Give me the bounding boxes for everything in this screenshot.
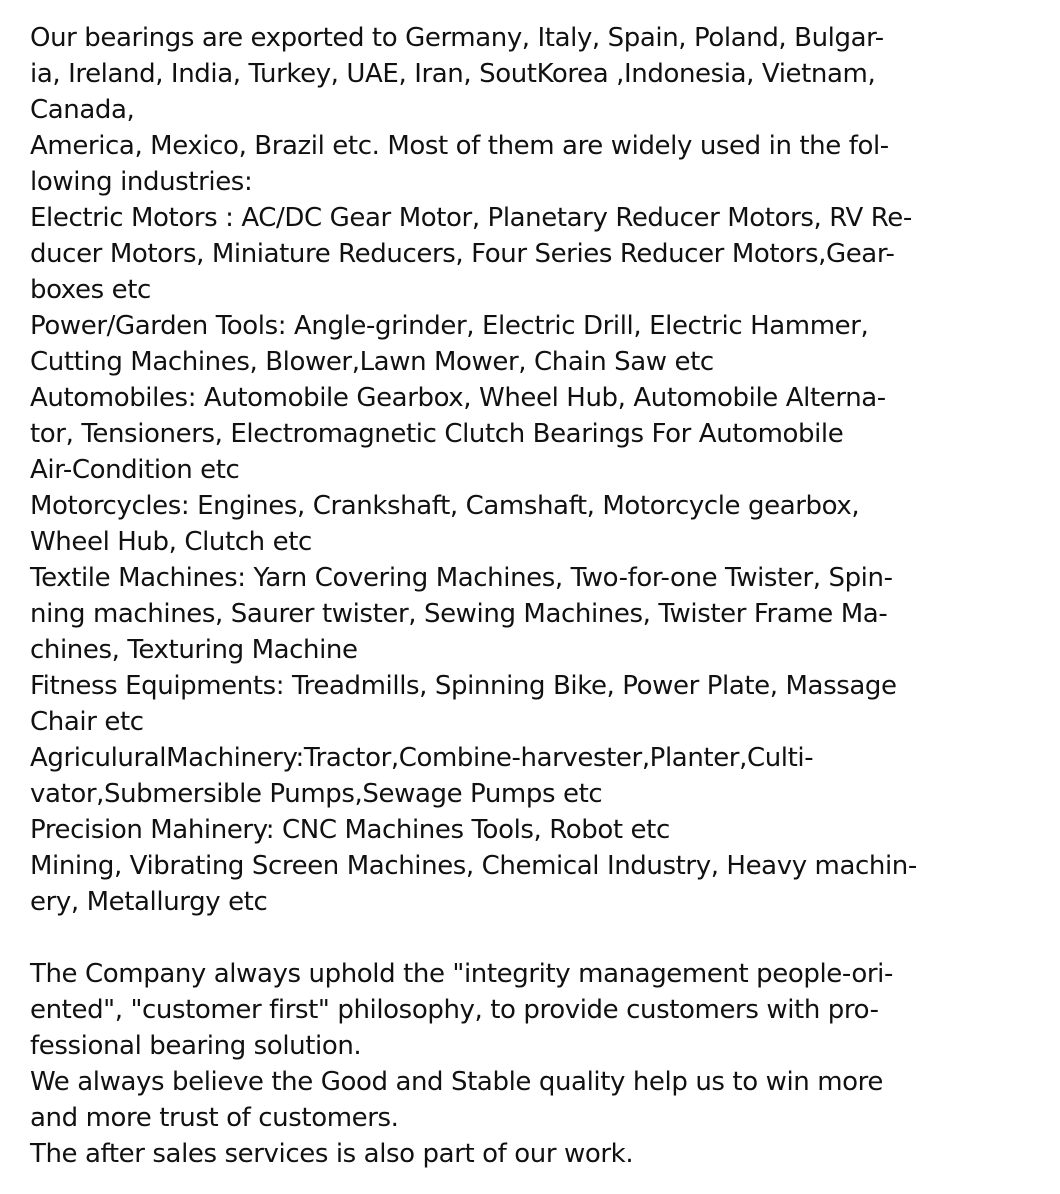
industry-line: Electric Motors : AC/DC Gear Motor, Planetary Reducer Motors, RV Re- [30, 203, 912, 233]
industry-line: AgriculuralMachinery:Tractor,Combine-harvester,Planter,Culti- [30, 743, 814, 773]
text-line: We always believe the Good and Stable quality help us to win more [30, 1067, 883, 1097]
industry-line: Mining, Vibrating Screen Machines, Chemical Industry, Heavy machin- [30, 851, 917, 881]
industry-line: Motorcycles: Engines, Crankshaft, Camshaft, Motorcycle gearbox, [30, 491, 860, 521]
text-line: lowing industries: [30, 167, 253, 197]
text-line: and more trust of customers. [30, 1103, 399, 1133]
industry-line: ery, Metallurgy etc [30, 887, 268, 917]
industries-list [30, 200, 1040, 920]
export-paragraph [30, 20, 1040, 200]
industry-line: tor, Tensioners, Electromagnetic Clutch Bearings For Automobile [30, 419, 844, 449]
industry-line: Chair etc [30, 707, 144, 737]
industry-line: Automobiles: Automobile Gearbox, Wheel Hub, Automobile Alterna- [30, 383, 886, 413]
text-line: The after sales services is also part of our work. [30, 1139, 634, 1169]
industry-line: Air-Condition etc [30, 455, 240, 485]
text-line: Canada, [30, 95, 135, 125]
industry-line: Fitness Equipments: Treadmills, Spinning Bike, Power Plate, Massage [30, 671, 897, 701]
industry-line: ducer Motors, Miniature Reducers, Four Series Reducer Motors,Gear- [30, 239, 895, 269]
text-line: America, Mexico, Brazil etc. Most of them are widely used in the fol- [30, 131, 889, 161]
text-line: fessional bearing solution. [30, 1031, 362, 1061]
industry-line: Textile Machines: Yarn Covering Machines, Two-for-one Twister, Spin- [30, 563, 893, 593]
text-line: The Company always uphold the "integrity management people-ori- [30, 959, 893, 989]
industry-line: Cutting Machines, Blower,Lawn Mower, Chain Saw etc [30, 347, 714, 377]
industry-line: ning machines, Saurer twister, Sewing Machines, Twister Frame Ma- [30, 599, 888, 629]
industry-line: chines, Texturing Machine [30, 635, 358, 665]
paragraph-gap [30, 920, 1040, 956]
text-line: Our bearings are exported to Germany, Italy, Spain, Poland, Bulgar- [30, 23, 884, 53]
industry-line: boxes etc [30, 275, 151, 305]
industry-line: vator,Submersible Pumps,Sewage Pumps etc [30, 779, 603, 809]
industry-line: Wheel Hub, Clutch etc [30, 527, 312, 557]
industry-line: Precision Mahinery: CNC Machines Tools, Robot etc [30, 815, 670, 845]
text-line: ented", "customer first" philosophy, to provide customers with pro- [30, 995, 879, 1025]
industry-line: Power/Garden Tools: Angle-grinder, Electric Drill, Electric Hammer, [30, 311, 869, 341]
text-line: ia, Ireland, India, Turkey, UAE, Iran, SoutKorea ,Indonesia, Vietnam, [30, 59, 876, 89]
company-paragraph [30, 956, 1040, 1172]
document-body [30, 20, 1040, 1172]
